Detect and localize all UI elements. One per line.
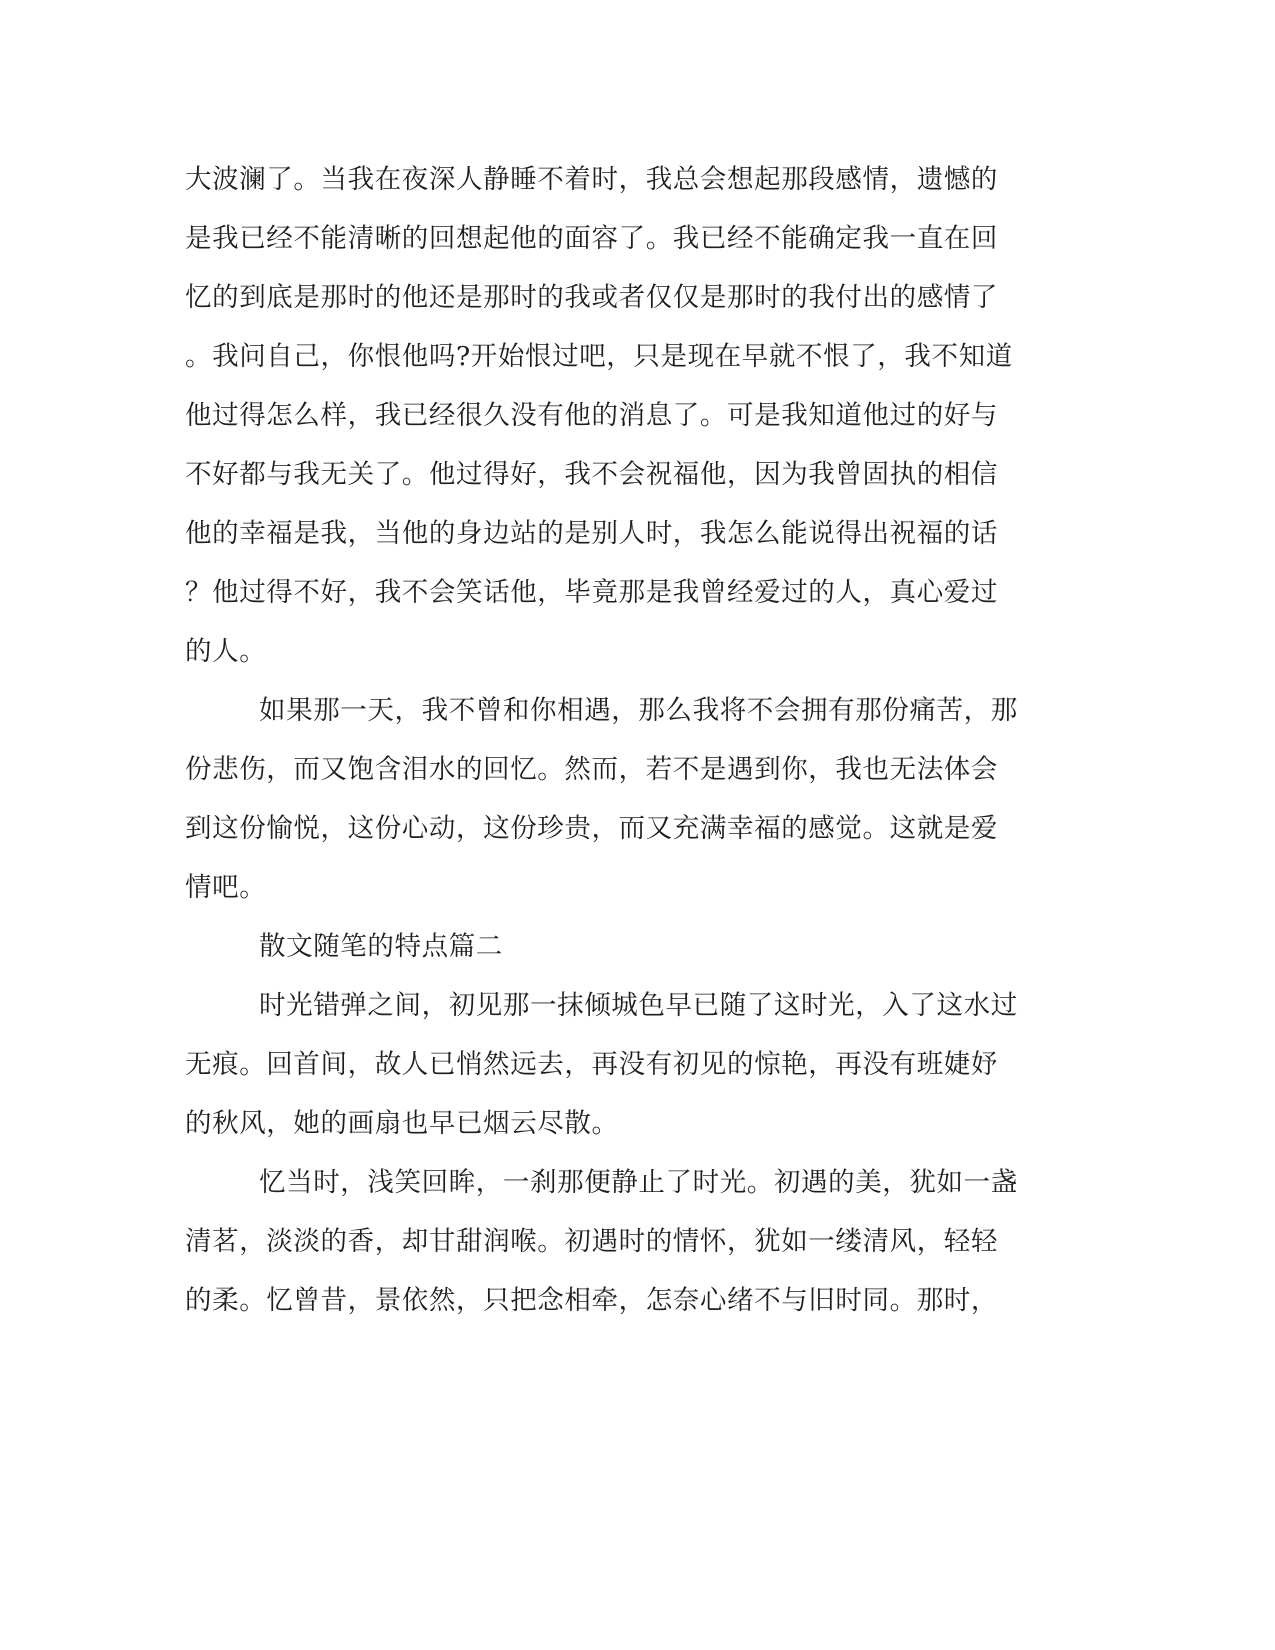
text-line: 的秋风，她的画扇也早已烟云尽散。: [185, 1108, 619, 1139]
text-line: 的人。: [185, 636, 267, 667]
text-line: 份悲伤，而又饱含泪水的回忆。然而，若不是遇到你，我也无法体会: [185, 754, 998, 785]
text-line: 情吧。: [185, 872, 267, 903]
text-line: 的柔。忆曾昔，景依然，只把念相牵，怎奈心绪不与旧时同。那时，: [185, 1285, 998, 1316]
text-line: 无痕。回首间，故人已悄然远去，再没有初见的惊艳，再没有班婕妤: [185, 1049, 998, 1080]
section-heading: 散文随笔的特点篇二: [259, 931, 503, 962]
text-line: 时光错弹之间，初见那一抹倾城色早已随了这时光，入了这水过: [259, 990, 1018, 1021]
text-line: 他过得怎么样，我已经很久没有他的消息了。可是我知道他过的好与: [185, 400, 998, 431]
text-line: 不好都与我无关了。他过得好，我不会祝福他，因为我曾固执的相信: [185, 459, 998, 490]
text-line: 忆的到底是那时的他还是那时的我或者仅仅是那时的我付出的感情了: [185, 282, 998, 313]
text-line: 忆当时，浅笑回眸，一刹那便静止了时光。初遇的美，犹如一盏: [259, 1167, 1018, 1198]
text-line: 大波澜了。当我在夜深人静睡不着时，我总会想起那段感情，遗憾的: [185, 164, 998, 195]
text-line: 到这份愉悦，这份心动，这份珍贵，而又充满幸福的感觉。这就是爱: [185, 813, 998, 844]
text-line: 是我已经不能清晰的回想起他的面容了。我已经不能确定我一直在回: [185, 223, 998, 254]
text-line: 清茗，淡淡的香，却甘甜润喉。初遇时的情怀，犹如一缕清风，轻轻: [185, 1226, 998, 1257]
text-line: ？他过得不好，我不会笑话他，毕竟那是我曾经爱过的人，真心爱过: [185, 577, 998, 608]
text-line: 如果那一天，我不曾和你相遇，那么我将不会拥有那份痛苦，那: [259, 695, 1018, 726]
text-line: 。我问自己，你恨他吗?开始恨过吧，只是现在早就不恨了，我不知道: [185, 341, 1013, 372]
text-line: 他的幸福是我，当他的身边站的是别人时，我怎么能说得出祝福的话: [185, 518, 998, 549]
